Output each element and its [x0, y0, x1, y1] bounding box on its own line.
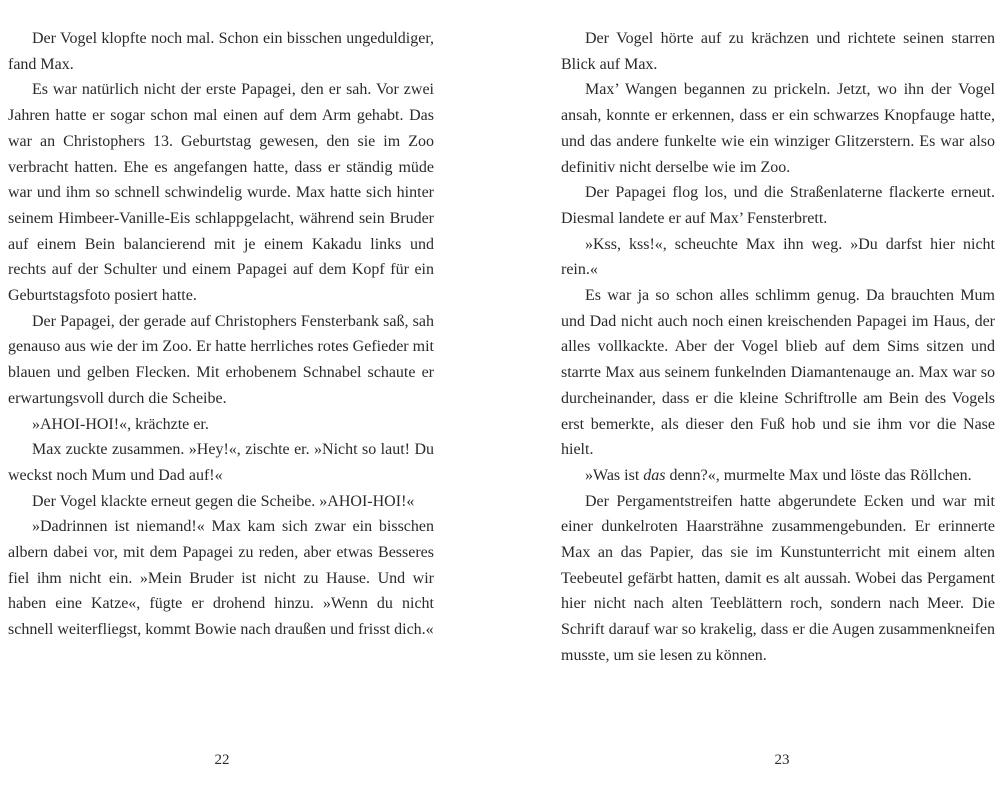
- page-number-left: 22: [214, 752, 230, 768]
- paragraph: »AHOI-HOI!«, krächzte er.: [32, 415, 209, 433]
- paragraph: »Dadrinnen ist niemand!« Max kam sich zwar ein bisschen albern dabei vor, mit dem Papagei zu reden, aber etwas Besseres fiel ihm nicht ein. »Mein Bruder ist nicht zu Hause. Und wir haben eine Katze«, fügte er drohend hinzu. »Wenn du nicht schnell weiterfliegst, kommt Bowie nach draußen und frisst dich.«: [8, 518, 434, 639]
- paragraph: Der Vogel hörte auf zu krächzen und richtete seinen starren Blick auf Max.: [561, 30, 995, 73]
- paragraph: Der Papagei flog los, und die Straßenlaterne flackerte erneut. Diesmal landete er auf Max’ Fensterbrett.: [561, 184, 995, 227]
- paragraph: Der Pergamentstreifen hatte abgerundete Ecken und war mit einer dunkelroten Haarsträhne zusammengebunden. Er erinnerte Max an das Papier, das sie im Kunstunterricht mit einem alten Teebeutel gefärbt hatten, damit es alt aussah. Wobei das Pergament hier nicht nach alten Teeblättern roch, sondern nach Meer. Die Schrift darauf war so krakelig, dass er die Augen zusammenkneifen musste, um sie lesen zu können.: [561, 492, 995, 664]
- paragraph: Der Papagei, der gerade auf Christophers Fensterbank saß, sah genauso aus wie der im Zoo. Er hatte herrliches rotes Gefieder mit blauen und gelben Flecken. Mit erhobenem Schnabel schaute er erwartungsvoll durch die Scheibe.: [8, 312, 434, 407]
- right-page: [561, 26, 995, 669]
- paragraph: »Was ist das denn?«, murmelte Max und löste das Röllchen.: [585, 466, 972, 484]
- page-number-right: 23: [774, 752, 790, 768]
- paragraph: Max’ Wangen begannen zu prickeln. Jetzt, wo ihn der Vogel ansah, konnte er erkennen, dass er ein schwarzes Knopfauge hatte, und das andere funkelte wie ein winziger Glitzerstern. Es war also definitiv nicht derselbe wie im Zoo.: [561, 81, 995, 176]
- paragraph: »Kss, kss!«, scheuchte Max ihn weg. »Du darfst hier nicht rein.«: [561, 235, 995, 279]
- paragraph: Es war ja so schon alles schlimm genug. Da brauchten Mum und Dad nicht auch noch einen kreischenden Papagei im Haus, der alles vollkackte. Aber der Vogel blieb auf dem Sims sitzen und starrte Max aus seinem funkelnden Diamantenauge an. Max war so durcheinander, dass er die kleine Schriftrolle am Bein des Vogels erst bemerkte, als dieser den Fuß hob und sie ihm vor die Nase hielt.: [561, 287, 995, 459]
- left-page: [8, 26, 434, 643]
- paragraph: Max zuckte zusammen. »Hey!«, zischte er. »Nicht so laut! Du weckst noch Mum und Dad auf!«: [8, 441, 434, 484]
- paragraph: Der Vogel klackte erneut gegen die Scheibe. »AHOI-HOI!«: [32, 492, 415, 510]
- paragraph: Der Vogel klopfte noch mal. Schon ein bisschen ungeduldiger, fand Max.: [8, 30, 434, 73]
- paragraph: Es war natürlich nicht der erste Papagei, den er sah. Vor zwei Jahren hatte er sogar schon mal einen auf dem Arm gehabt. Das war an Christophers 13. Geburtstag gewesen, den sie im Zoo verbracht hatten. Ehe es angefangen hatte, dass er ständig müde war und ihm so schnell schwindelig wurde. Max hatte sich hinter seinem Himbeer-Vanille-Eis schlappgelacht, während sein Bruder auf einem Bein balancierend mit je einem Kakadu links und rechts auf der Schulter und einem Papagei auf dem Kopf für ein Geburtstagsfoto posiert hatte.: [8, 81, 434, 305]
